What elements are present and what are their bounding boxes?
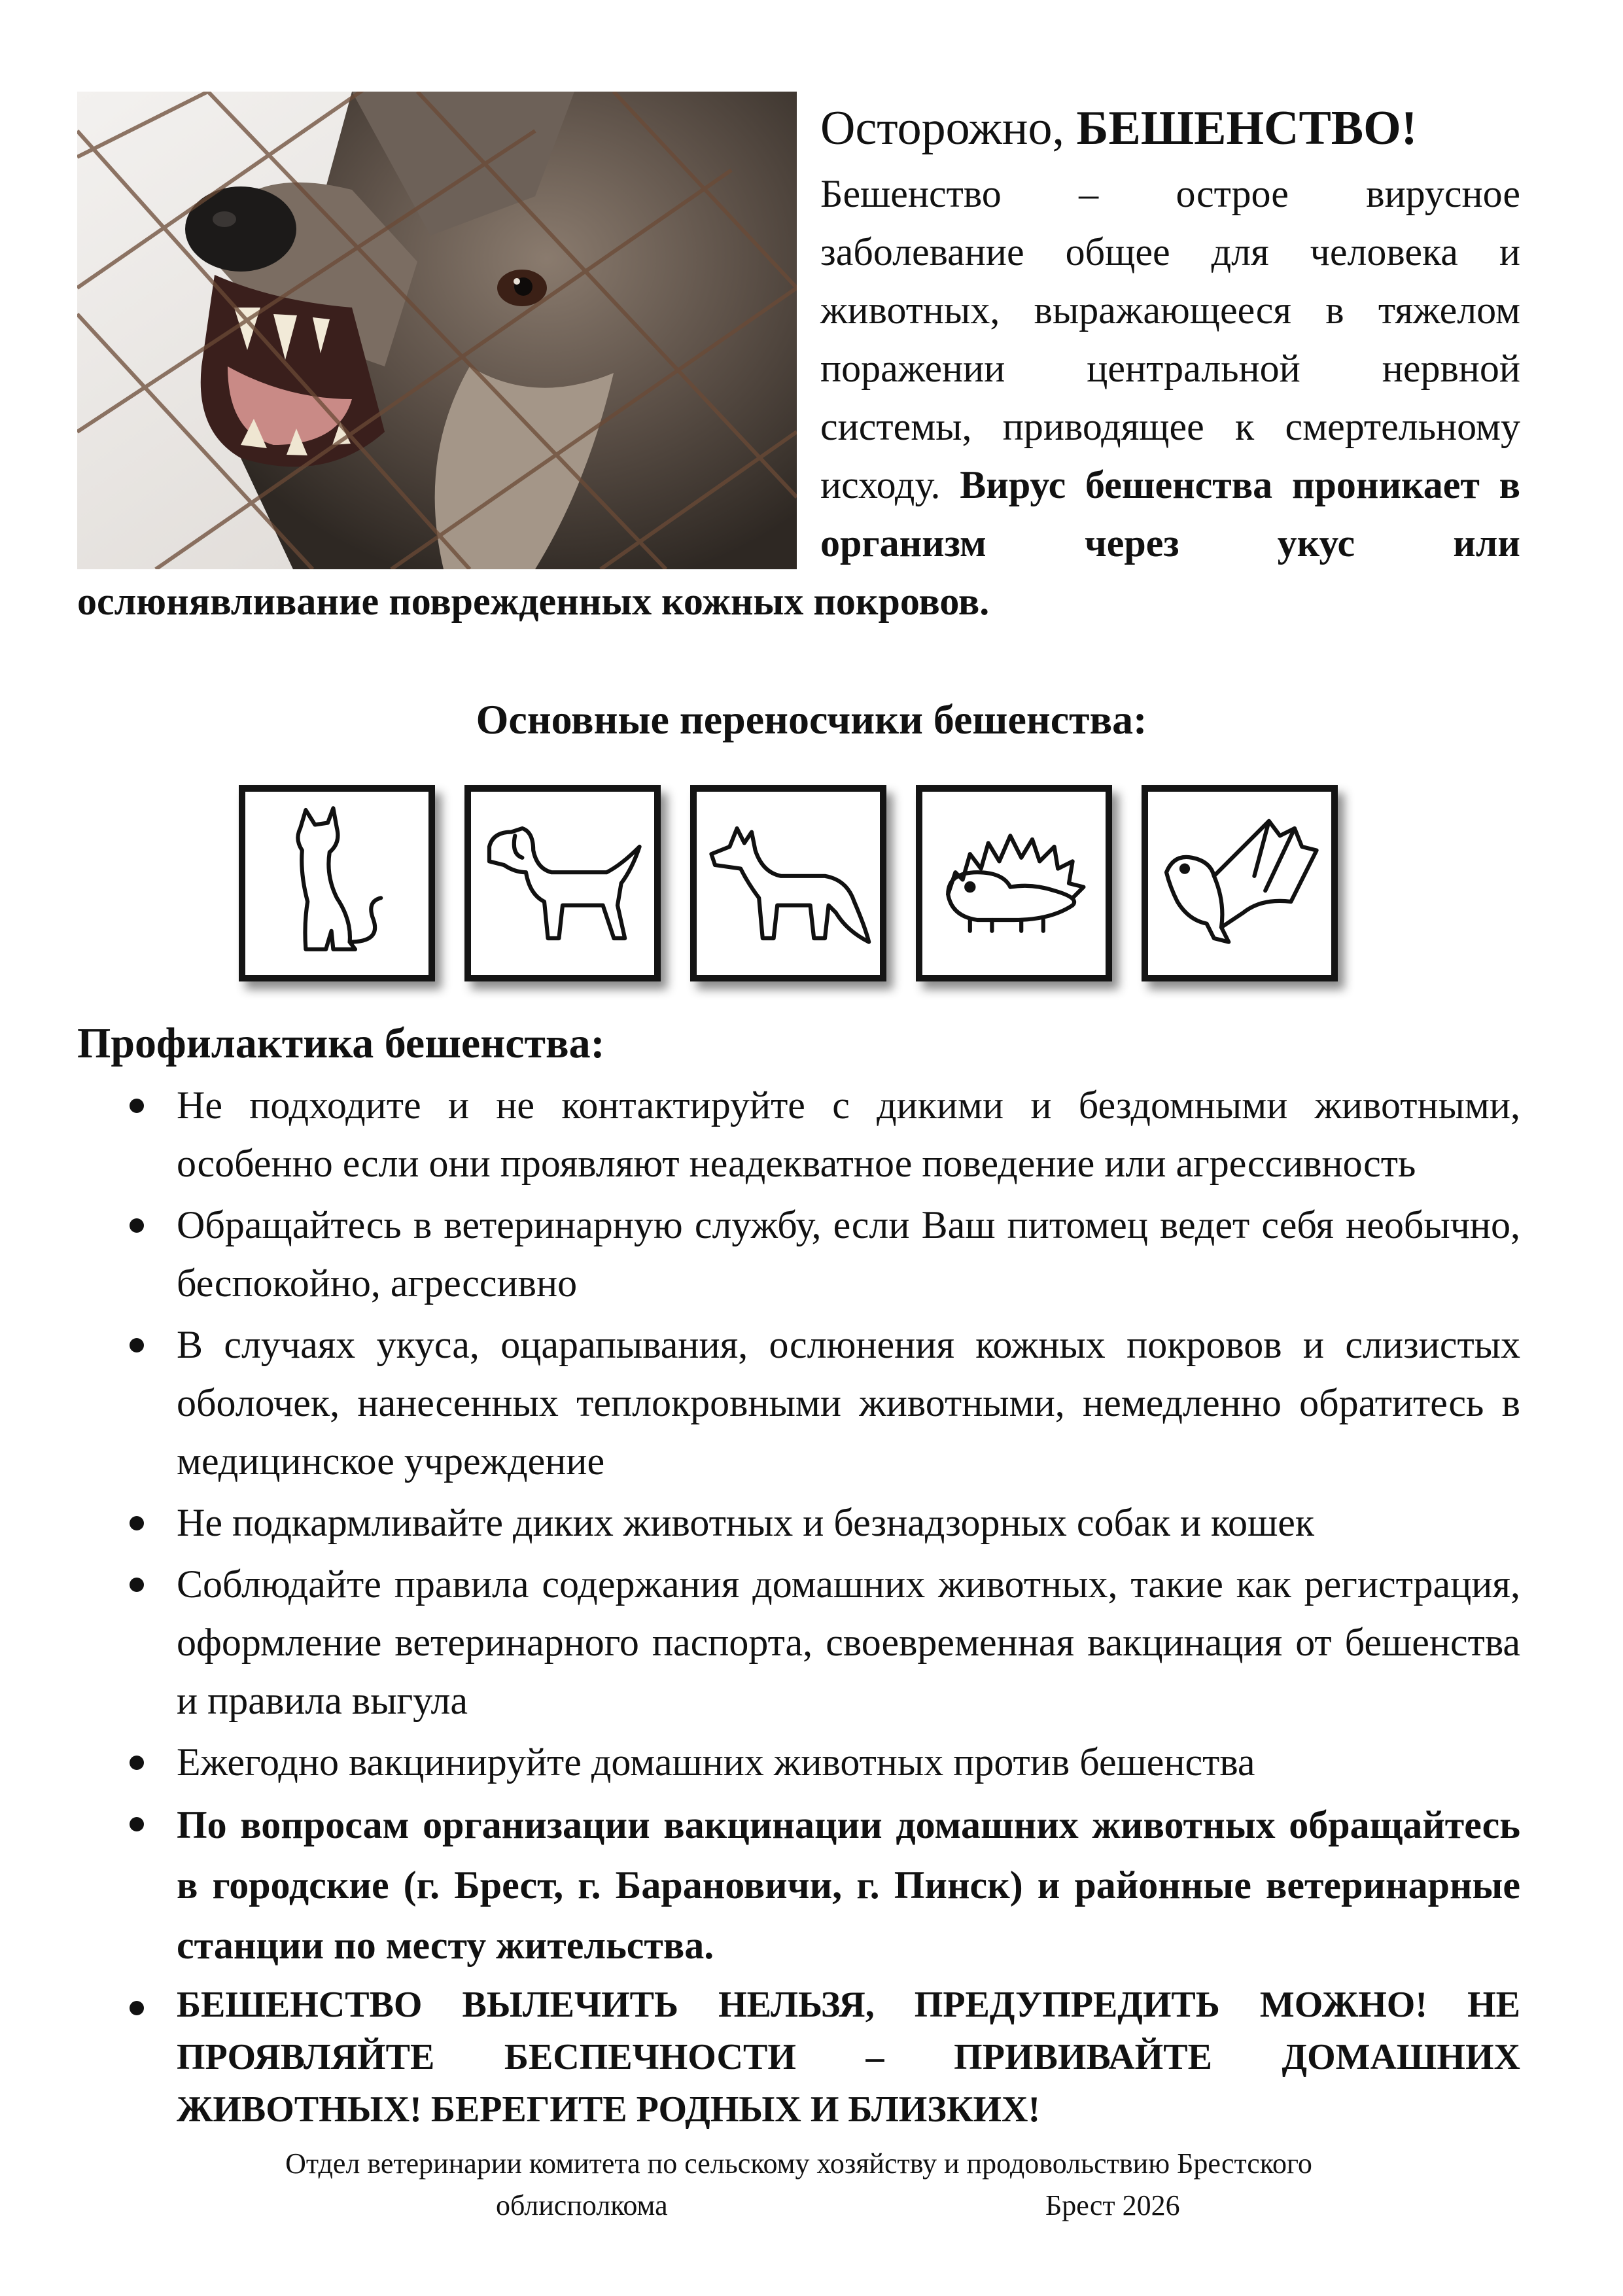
intro-text: Бешенство – острое вирусное заболевание общее для человека и животных, выражающееся в тяжелом поражении центральной нервной системы, приводящее к смертельному исходу.: [820, 172, 1520, 506]
bullet-icon: [130, 1218, 144, 1233]
footer-org-line2: облисполкома: [496, 2189, 668, 2221]
bullet-icon: [130, 2001, 144, 2015]
intro-paragraph: [77, 165, 1520, 631]
intro-bold-text: Вирус бешенства проникает в организм через укус или ослюнявливание поврежденных кожных покровов.: [77, 463, 1520, 623]
bullet-icon: [130, 1578, 144, 1592]
hedgehog-icon: [916, 785, 1112, 981]
footer-city-year: Брест 2026: [1045, 2189, 1180, 2221]
list-item: По вопросам организации вакцинации домашних животных обращайтесь в городские (г. Брест, г. Барановичи, г. Пинск) и районные ветеринарные станции по месту жительства.: [77, 1795, 1520, 1975]
carriers-heading: Основные переносчики бешенства:: [476, 696, 1147, 743]
list-item: Соблюдайте правила содержания домашних животных, такие как регистрация, оформление ветеринарного паспорта, своевременная вакцинация от бешенства и правила выгула: [77, 1555, 1520, 1730]
bullet-icon: [130, 1817, 144, 1831]
bat-icon: [1142, 785, 1338, 981]
footer-org-line1: Отдел ветеринарии комитета по сельскому хозяйству и продовольствию Брестского: [285, 2147, 1312, 2180]
list-item: Не подкармливайте диких животных и безнадзорных собак и кошек: [77, 1494, 1520, 1552]
bullet-icon: [130, 1099, 144, 1113]
fox-icon: [690, 785, 886, 981]
list-item: Обращайтесь в ветеринарную службу, если Ваш питомец ведет себя необычно, беспокойно, агрессивно: [77, 1196, 1520, 1313]
bullet-icon: [130, 1338, 144, 1352]
cat-icon: [239, 785, 435, 981]
bullet-icon: [130, 1756, 144, 1770]
prevention-list: [77, 1076, 1520, 2139]
prevention-heading: Профилактика бешенства:: [77, 1019, 605, 1067]
carrier-icons: [239, 785, 1351, 995]
dog-icon: [464, 785, 661, 981]
bullet-icon: [130, 1516, 144, 1530]
page-title: Осторожно, БЕШЕНСТВО!: [820, 101, 1418, 155]
list-item: БЕШЕНСТВО ВЫЛЕЧИТЬ НЕЛЬЗЯ, ПРЕДУПРЕДИТЬ МОЖНО! НЕ ПРОЯВЛЯЙТЕ БЕСПЕЧНОСТИ – ПРИВИВАЙТЕ ДОМАШНИХ ЖИВОТНЫХ! БЕРЕГИТЕ РОДНЫХ И БЛИЗКИХ!: [77, 1979, 1520, 2136]
list-item: В случаях укуса, оцарапывания, ослюнения кожных покровов и слизистых оболочек, нанесенных теплокровными животными, немедленно обратитесь в медицинское учреждение: [77, 1316, 1520, 1491]
list-item: Не подходите и не контактируйте с дикими и бездомными животными, особенно если они проявляют неадекватное поведение или агрессивность: [77, 1076, 1520, 1193]
footer: [77, 2143, 1520, 2227]
list-item: Ежегодно вакцинируйте домашних животных против бешенства: [77, 1733, 1520, 1792]
